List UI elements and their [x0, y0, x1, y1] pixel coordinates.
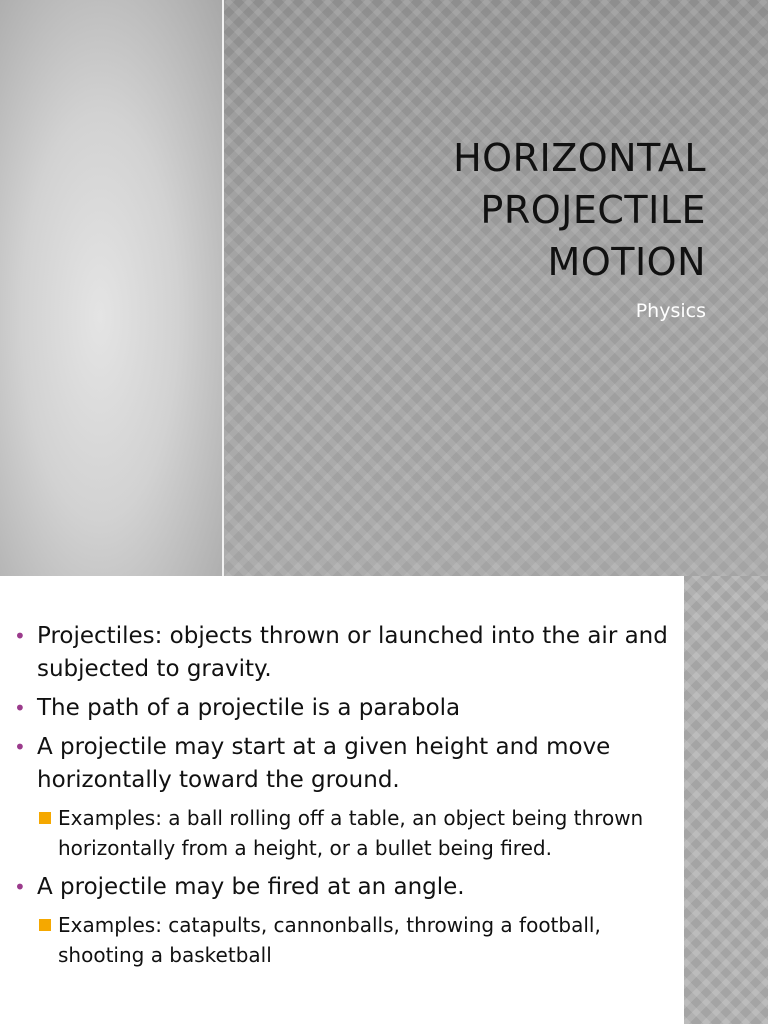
bullet-text: Projectiles: objects thrown or launched into the air and subjected to gravity. [37, 623, 668, 682]
title-slide-pattern-panel [224, 0, 768, 576]
slide-title-line: MOTION [547, 240, 706, 284]
sub-bullet-item [12, 910, 682, 970]
square-bullet-icon [39, 919, 51, 931]
round-bullet-icon: • [14, 875, 26, 899]
bullet-text: A projectile may start at a given height and move horizontally toward the ground. [37, 734, 611, 793]
slide-title-line: PROJECTILE [480, 188, 706, 232]
bullet-item [12, 731, 682, 797]
slide-title-line: HORIZONTAL [453, 136, 706, 180]
content-slide [0, 576, 768, 1024]
bullet-item [12, 620, 682, 686]
bullet-list [12, 620, 682, 978]
round-bullet-icon: • [14, 696, 26, 720]
title-slide-left-panel [0, 0, 222, 576]
square-bullet-icon [39, 812, 51, 824]
slide-title [453, 132, 706, 288]
round-bullet-icon: • [14, 735, 26, 759]
round-bullet-icon: • [14, 624, 26, 648]
content-slide-pattern-band [684, 576, 768, 1024]
slide-subtitle: Physics [635, 300, 706, 322]
bullet-text: The path of a projectile is a parabola [37, 695, 461, 721]
sub-bullet-item [12, 803, 682, 863]
sub-bullet-text: Examples: a ball rolling off a table, an object being thrown horizontally from a height, or a bullet being fired. [58, 806, 644, 860]
bullet-item [12, 692, 682, 725]
bullet-item [12, 871, 682, 904]
sub-bullet-text: Examples: catapults, cannonballs, throwing a football, shooting a basketball [58, 913, 601, 967]
bullet-text: A projectile may be fired at an angle. [37, 874, 465, 900]
